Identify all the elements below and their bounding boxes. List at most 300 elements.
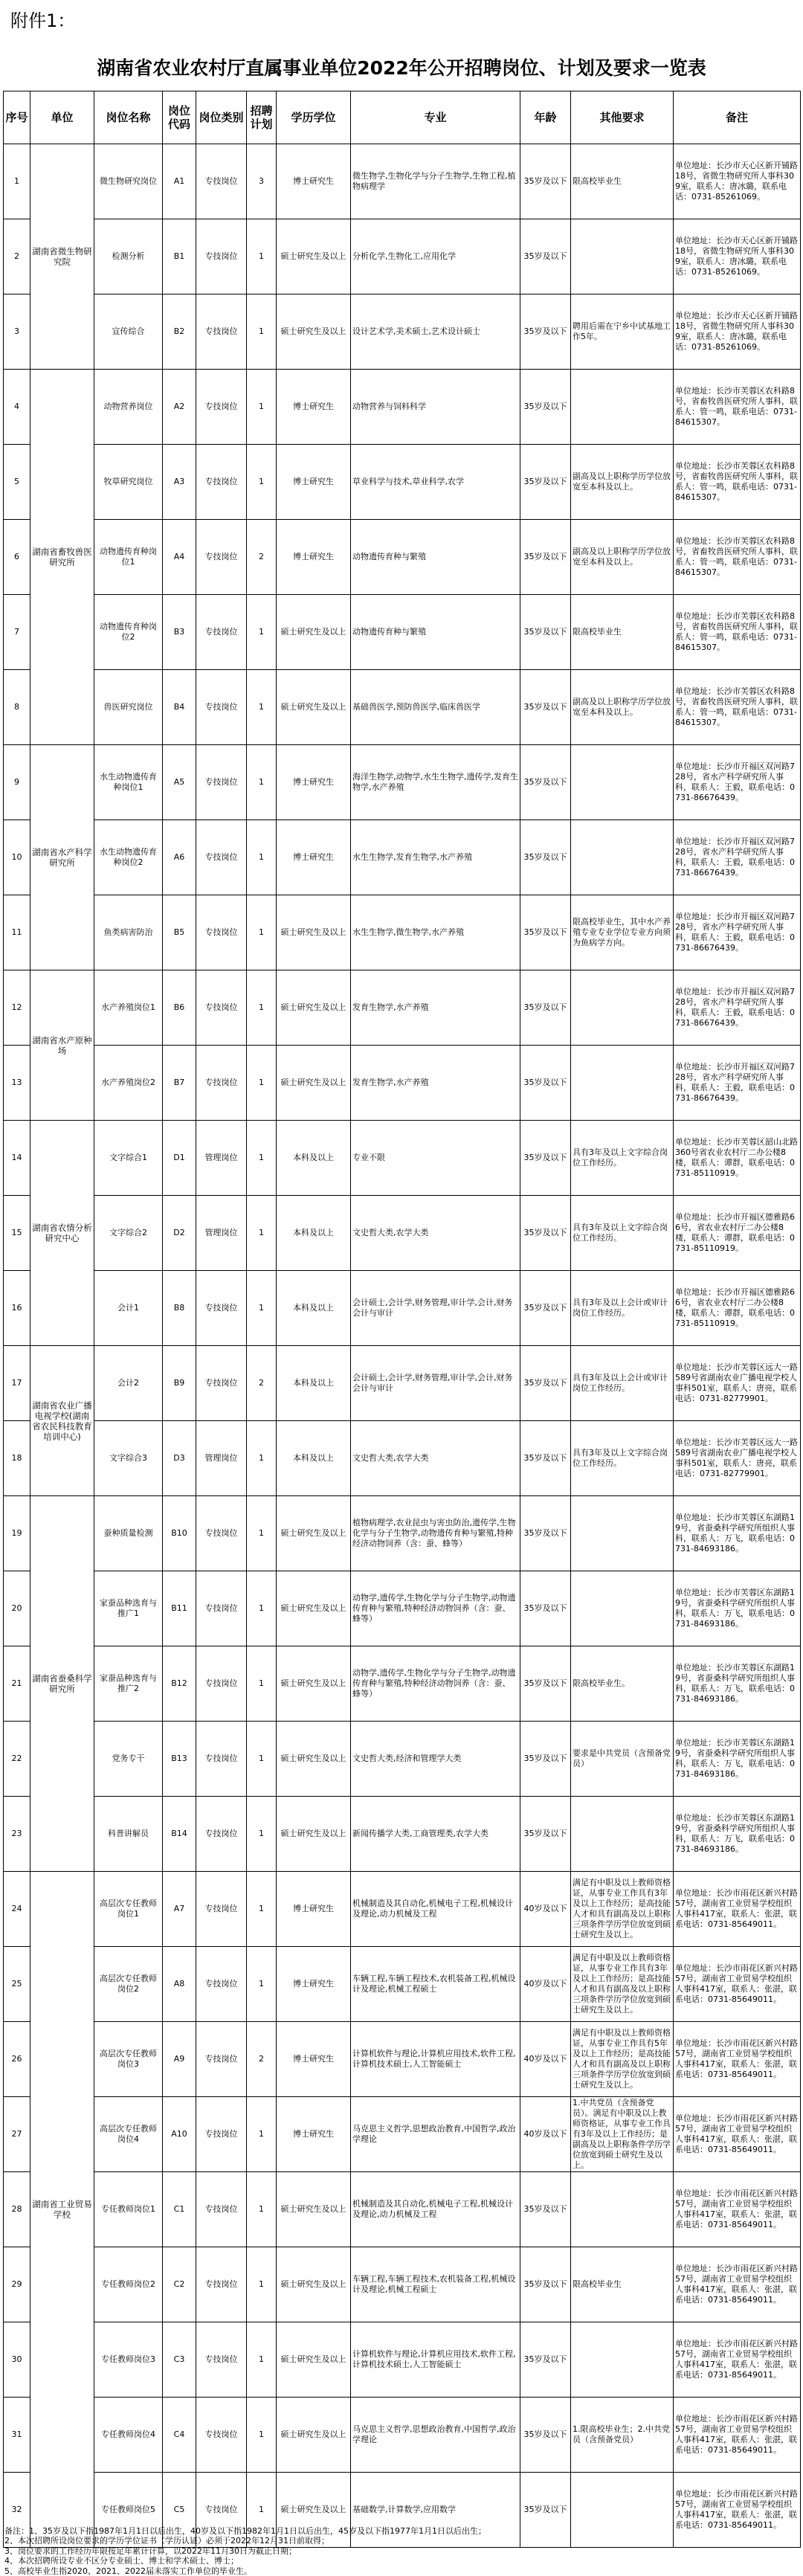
table-row bbox=[4, 294, 801, 370]
header-cell: 专业 bbox=[351, 91, 520, 144]
cell-index: 23 bbox=[4, 1797, 30, 1872]
cell-code: B9 bbox=[163, 1346, 196, 1421]
cell-major: 专业不限 bbox=[351, 1121, 520, 1196]
table-row bbox=[4, 2398, 801, 2473]
cell-plan: 1 bbox=[247, 1271, 277, 1346]
cell-plan: 1 bbox=[247, 445, 277, 520]
table-row bbox=[4, 820, 801, 895]
cell-code: B2 bbox=[163, 294, 196, 370]
cell-major: 动物学,遗传学,生物化学与分子生物学,动物遗传育种与繁殖,特种经济动物饲养（含：蚕、蜂等） bbox=[351, 1571, 520, 1646]
cell-plan: 1 bbox=[247, 2247, 277, 2322]
cell-other bbox=[571, 970, 674, 1046]
cell-major: 车辆工程,车辆工程技术,农机装备工程,机械设计及理论,机械工程硕士 bbox=[351, 1947, 520, 2022]
cell-other: 具有3年及以上文字综合岗位工作经历。 bbox=[571, 1421, 674, 1496]
cell-degree: 博士研究生 bbox=[277, 2022, 351, 2097]
cell-degree: 硕士研究生及以上 bbox=[277, 670, 351, 745]
cell-index: 9 bbox=[4, 745, 30, 820]
table-row bbox=[4, 1196, 801, 1271]
cell-plan: 1 bbox=[247, 745, 277, 820]
cell-category: 专技岗位 bbox=[196, 1496, 247, 1571]
cell-category: 专技岗位 bbox=[196, 2398, 247, 2473]
cell-degree: 博士研究生 bbox=[277, 370, 351, 445]
table-row bbox=[4, 1346, 801, 1421]
cell-age: 35岁及以下 bbox=[520, 1046, 571, 1121]
table-row bbox=[4, 445, 801, 520]
cell-index: 27 bbox=[4, 2097, 30, 2172]
cell-other: 副高及以上职称学历学位放宽至本科及以上。 bbox=[571, 670, 674, 745]
cell-age: 35岁及以下 bbox=[520, 1571, 571, 1646]
cell-category: 专技岗位 bbox=[196, 2247, 247, 2322]
cell-code: C1 bbox=[163, 2172, 196, 2247]
cell-category: 专技岗位 bbox=[196, 2322, 247, 2398]
cell-code: D1 bbox=[163, 1121, 196, 1196]
cell-degree: 硕士研究生及以上 bbox=[277, 1797, 351, 1872]
cell-category: 管理岗位 bbox=[196, 1121, 247, 1196]
cell-major: 水生生物学,发育生物学,水产养殖 bbox=[351, 820, 520, 895]
cell-code: B10 bbox=[163, 1496, 196, 1571]
cell-position: 水生动物遗传育种岗位2 bbox=[94, 820, 163, 895]
cell-position: 高层次专任教师岗位3 bbox=[94, 2022, 163, 2097]
cell-plan: 1 bbox=[247, 1571, 277, 1646]
table-row bbox=[4, 1046, 801, 1121]
cell-major: 植物病理学,农业昆虫与害虫防治,遗传学,生物化学与分子生物学,动物遗传育种与繁殖,特种经济动物饲养（含：蚕、蜂等） bbox=[351, 1496, 520, 1571]
cell-position: 会计1 bbox=[94, 1271, 163, 1346]
cell-degree: 博士研究生 bbox=[277, 1872, 351, 1947]
cell-position: 专任教师岗位4 bbox=[94, 2398, 163, 2473]
cell-degree: 硕士研究生及以上 bbox=[277, 1496, 351, 1571]
cell-index: 17 bbox=[4, 1346, 30, 1421]
cell-plan: 1 bbox=[247, 1797, 277, 1872]
footnote-line: 3、岗位要求的工作经历年限按足年累计计算，以2022年11月30日为截止日期； bbox=[4, 2546, 297, 2556]
cell-plan: 2 bbox=[247, 520, 277, 595]
header-cell: 其他要求 bbox=[571, 91, 674, 144]
cell-code: B13 bbox=[163, 1722, 196, 1797]
cell-index: 28 bbox=[4, 2172, 30, 2247]
cell-plan: 1 bbox=[247, 2322, 277, 2398]
cell-plan: 1 bbox=[247, 1196, 277, 1271]
cell-index: 26 bbox=[4, 2022, 30, 2097]
cell-other: 限高校毕业生，其中水产养殖专业专业学位专业方向须为鱼病学方向。 bbox=[571, 895, 674, 970]
cell-age: 35岁及以下 bbox=[520, 445, 571, 520]
cell-remark: 单位地址：长沙市芙蓉区农科路8号，省畜牧兽医研究所人事科，联系人：管一鸣，联系电话：0731-84615307。 bbox=[674, 670, 801, 745]
cell-plan: 1 bbox=[247, 1421, 277, 1496]
cell-unit: 湖南省农业广播电视学校(湖南省农民科技教育培训中心) bbox=[30, 1346, 94, 1496]
cell-position: 兽医研究岗位 bbox=[94, 670, 163, 745]
cell-code: A9 bbox=[163, 2022, 196, 2097]
table-row bbox=[4, 595, 801, 670]
table-row bbox=[4, 1797, 801, 1872]
cell-major: 动物遗传育种与繁殖 bbox=[351, 520, 520, 595]
cell-major: 设计艺术学,美术硕士,艺术设计硕士 bbox=[351, 294, 520, 370]
cell-position: 专任教师岗位2 bbox=[94, 2247, 163, 2322]
cell-age: 35岁及以下 bbox=[520, 2398, 571, 2473]
cell-index: 3 bbox=[4, 294, 30, 370]
cell-age: 35岁及以下 bbox=[520, 1646, 571, 1722]
cell-age: 35岁及以下 bbox=[520, 1797, 571, 1872]
cell-code: B6 bbox=[163, 970, 196, 1046]
cell-category: 专技岗位 bbox=[196, 1271, 247, 1346]
cell-code: C2 bbox=[163, 2247, 196, 2322]
cell-degree: 博士研究生 bbox=[277, 1947, 351, 2022]
cell-major: 海洋生物学,动物学,水生生物学,遗传学,发育生物学,水产养殖 bbox=[351, 745, 520, 820]
cell-code: B3 bbox=[163, 595, 196, 670]
table-row bbox=[4, 970, 801, 1046]
cell-category: 专技岗位 bbox=[196, 370, 247, 445]
table-row bbox=[4, 670, 801, 745]
cell-plan: 1 bbox=[247, 1722, 277, 1797]
cell-code: D3 bbox=[163, 1421, 196, 1496]
cell-major: 马克思主义哲学,思想政治教育,中国哲学,政治学理论 bbox=[351, 2097, 520, 2172]
cell-remark: 单位地址：长沙市开福区双河路728号，省水产科学研究所人事科，联系人：王毅，联系电话：0731-86676439。 bbox=[674, 970, 801, 1046]
cell-category: 专技岗位 bbox=[196, 144, 247, 219]
cell-position: 家蚕品种选育与推广1 bbox=[94, 1571, 163, 1646]
cell-position: 文字综合1 bbox=[94, 1121, 163, 1196]
cell-degree: 本科及以上 bbox=[277, 1346, 351, 1421]
cell-index: 25 bbox=[4, 1947, 30, 2022]
cell-age: 35岁及以下 bbox=[520, 1271, 571, 1346]
footnote-line: 4、本次招聘所设专业不区分专业硕士、博士和学术硕士、博士； bbox=[4, 2556, 239, 2566]
cell-position: 会计2 bbox=[94, 1346, 163, 1421]
cell-degree: 硕士研究生及以上 bbox=[277, 1722, 351, 1797]
cell-remark: 单位地址：长沙市天心区新开铺路18号，省微生物研究所人事科309室，联系人：唐冰璐，联系电话：0731-85261069。 bbox=[674, 294, 801, 370]
cell-remark: 单位地址：长沙市芙蓉区远大一路589号省湖南农业广播电视学校人事科501室，联系人：唐亮，联系电话：0731-82779901。 bbox=[674, 1421, 801, 1496]
cell-category: 专技岗位 bbox=[196, 1722, 247, 1797]
cell-category: 专技岗位 bbox=[196, 1046, 247, 1121]
table-row bbox=[4, 895, 801, 970]
cell-age: 40岁及以下 bbox=[520, 1872, 571, 1947]
cell-index: 4 bbox=[4, 370, 30, 445]
cell-index: 30 bbox=[4, 2322, 30, 2398]
table-row bbox=[4, 2097, 801, 2172]
cell-index: 10 bbox=[4, 820, 30, 895]
cell-index: 12 bbox=[4, 970, 30, 1046]
cell-position: 高层次专任教师岗位2 bbox=[94, 1947, 163, 2022]
cell-unit: 湖南省水产科学研究所 bbox=[30, 745, 94, 970]
cell-category: 专技岗位 bbox=[196, 520, 247, 595]
cell-other: 满足有中职及以上教师资格证，从事专业工作具有5年及以上工作经历；是高技能人才和具有副高及以上职称三项条件学历学位放宽到硕士研究生及以上。 bbox=[571, 2022, 674, 2097]
cell-degree: 硕士研究生及以上 bbox=[277, 1571, 351, 1646]
cell-major: 文史哲大类,经济和管理学大类 bbox=[351, 1722, 520, 1797]
cell-plan: 1 bbox=[247, 1872, 277, 1947]
cell-other: 限高校毕业生 bbox=[571, 2247, 674, 2322]
cell-degree: 硕士研究生及以上 bbox=[277, 219, 351, 294]
cell-major: 马克思主义哲学,思想政治教育,中国哲学,政治学理论 bbox=[351, 2398, 520, 2473]
cell-code: D2 bbox=[163, 1196, 196, 1271]
cell-age: 35岁及以下 bbox=[520, 1496, 571, 1571]
cell-remark: 单位地址：长沙市天心区新开铺路18号，省微生物研究所人事科309室，联系人：唐冰璐，联系电话：0731-85261069。 bbox=[674, 219, 801, 294]
cell-age: 35岁及以下 bbox=[520, 895, 571, 970]
cell-category: 专技岗位 bbox=[196, 1947, 247, 2022]
cell-other bbox=[571, 2322, 674, 2398]
table-row bbox=[4, 1571, 801, 1646]
header-cell: 序号 bbox=[4, 91, 30, 144]
cell-major: 会计硕士,会计学,财务管理,审计学,会计,财务会计与审计 bbox=[351, 1271, 520, 1346]
cell-index: 20 bbox=[4, 1571, 30, 1646]
cell-index: 1 bbox=[4, 144, 30, 219]
cell-remark: 单位地址：长沙市芙蓉区农科路8号，省畜牧兽医研究所人事科，联系人：管一鸣，联系电话：0731-84615307。 bbox=[674, 445, 801, 520]
cell-category: 专技岗位 bbox=[196, 2172, 247, 2247]
cell-age: 40岁及以下 bbox=[520, 1947, 571, 2022]
cell-degree: 博士研究生 bbox=[277, 144, 351, 219]
cell-position: 高层次专任教师岗位4 bbox=[94, 2097, 163, 2172]
cell-age: 35岁及以下 bbox=[520, 520, 571, 595]
cell-remark: 单位地址：长沙市雨花区新兴村路57号，湖南省工业贸易学校组织人事科417室，联系人：张湛，联系电话：0731-85649011。 bbox=[674, 2097, 801, 2172]
cell-major: 水生生物学,微生物学,水产养殖 bbox=[351, 895, 520, 970]
cell-index: 32 bbox=[4, 2473, 30, 2548]
table-row bbox=[4, 2172, 801, 2247]
cell-position: 文字综合2 bbox=[94, 1196, 163, 1271]
cell-code: B8 bbox=[163, 1271, 196, 1346]
cell-age: 40岁及以下 bbox=[520, 2097, 571, 2172]
cell-degree: 本科及以上 bbox=[277, 1271, 351, 1346]
cell-code: A5 bbox=[163, 745, 196, 820]
cell-plan: 1 bbox=[247, 2097, 277, 2172]
cell-major: 微生物学,生物化学与分子生物学,生物工程,植物病理学 bbox=[351, 144, 520, 219]
cell-index: 22 bbox=[4, 1722, 30, 1797]
cell-other: 1.限高校毕业生；2.中共党员（含预备党员） bbox=[571, 2398, 674, 2473]
cell-degree: 博士研究生 bbox=[277, 745, 351, 820]
cell-index: 2 bbox=[4, 219, 30, 294]
cell-position: 蚕种质量检测 bbox=[94, 1496, 163, 1571]
cell-other bbox=[571, 1496, 674, 1571]
cell-age: 35岁及以下 bbox=[520, 1421, 571, 1496]
cell-major: 会计硕士,会计学,财务管理,审计学,会计,财务会计与审计 bbox=[351, 1346, 520, 1421]
cell-unit: 湖南省工业贸易学校 bbox=[30, 1872, 94, 2548]
cell-index: 24 bbox=[4, 1872, 30, 1947]
table-row bbox=[4, 745, 801, 820]
cell-degree: 本科及以上 bbox=[277, 1421, 351, 1496]
cell-remark: 单位地址：长沙市雨花区新兴村路57号，湖南省工业贸易学校组织人事科417室，联系人：张湛，联系电话：0731-85649011。 bbox=[674, 1947, 801, 2022]
cell-other: 副高及以上职称学历学位放宽至本科及以上。 bbox=[571, 520, 674, 595]
cell-other: 聘用后需在宁乡中试基地工作5年。 bbox=[571, 294, 674, 370]
cell-major: 文史哲大类,农学大类 bbox=[351, 1196, 520, 1271]
cell-other bbox=[571, 370, 674, 445]
cell-age: 35岁及以下 bbox=[520, 1121, 571, 1196]
cell-index: 19 bbox=[4, 1496, 30, 1571]
cell-category: 专技岗位 bbox=[196, 445, 247, 520]
cell-code: C3 bbox=[163, 2322, 196, 2398]
cell-degree: 本科及以上 bbox=[277, 1121, 351, 1196]
cell-position: 科普讲解员 bbox=[94, 1797, 163, 1872]
cell-code: A10 bbox=[163, 2097, 196, 2172]
cell-remark: 单位地址：长沙市开福区双河路728号，省水产科学研究所人事科，联系人：王毅，联系电话：0731-86676439。 bbox=[674, 820, 801, 895]
cell-other: 具有3年及以上会计或审计岗位工作经历。 bbox=[571, 1271, 674, 1346]
cell-other bbox=[571, 1571, 674, 1646]
cell-remark: 单位地址：长沙市雨花区新兴村路57号，湖南省工业贸易学校组织人事科417室，联系人：张湛，联系电话：0731-85649011。 bbox=[674, 2172, 801, 2247]
cell-major: 文史哲大类,农学大类 bbox=[351, 1421, 520, 1496]
table-body bbox=[4, 144, 801, 2548]
table-row bbox=[4, 370, 801, 445]
cell-index: 16 bbox=[4, 1271, 30, 1346]
cell-age: 35岁及以下 bbox=[520, 219, 571, 294]
cell-age: 35岁及以下 bbox=[520, 2473, 571, 2548]
cell-degree: 本科及以上 bbox=[277, 1196, 351, 1271]
footnote-line: 2、本次招聘所设岗位要求的学历学位证书（学历认证）必须于2022年12月31日前取得； bbox=[4, 2536, 329, 2546]
cell-position: 水产养殖岗位2 bbox=[94, 1046, 163, 1121]
cell-code: A7 bbox=[163, 1872, 196, 1947]
header-cell: 岗位代码 bbox=[163, 91, 196, 144]
table-row bbox=[4, 1722, 801, 1797]
cell-category: 专技岗位 bbox=[196, 1646, 247, 1722]
cell-remark: 单位地址：长沙市雨花区新兴村路57号，湖南省工业贸易学校组织人事科417室，联系人：张湛，联系电话：0731-85649011。 bbox=[674, 2398, 801, 2473]
cell-degree: 硕士研究生及以上 bbox=[277, 2473, 351, 2548]
table-row bbox=[4, 2322, 801, 2398]
table-row bbox=[4, 1646, 801, 1722]
cell-other: 满足有中职及以上教师资格证，从事专业工作具有3年及以上工作经历；是高技能人才和具有副高及以上职称三项条件学历学位放宽到硕士研究生及以上。 bbox=[571, 1872, 674, 1947]
cell-other bbox=[571, 820, 674, 895]
cell-major: 机械制造及其自动化,机械电子工程,机械设计及理论,动力机械及工程 bbox=[351, 2172, 520, 2247]
cell-code: C4 bbox=[163, 2398, 196, 2473]
cell-index: 14 bbox=[4, 1121, 30, 1196]
cell-position: 高层次专任教师岗位1 bbox=[94, 1872, 163, 1947]
cell-age: 35岁及以下 bbox=[520, 2172, 571, 2247]
cell-position: 水生动物遗传育种岗位1 bbox=[94, 745, 163, 820]
table-row bbox=[4, 1947, 801, 2022]
cell-other: 副高及以上职称学历学位放宽至本科及以上。 bbox=[571, 445, 674, 520]
cell-position: 动物遗传育种岗位2 bbox=[94, 595, 163, 670]
cell-other: 要求是中共党员（含预备党员） bbox=[571, 1722, 674, 1797]
cell-other: 具有3年及以上会计或审计岗位工作经历。 bbox=[571, 1346, 674, 1421]
cell-position: 微生物研究岗位 bbox=[94, 144, 163, 219]
cell-plan: 1 bbox=[247, 670, 277, 745]
cell-age: 35岁及以下 bbox=[520, 144, 571, 219]
cell-code: B5 bbox=[163, 895, 196, 970]
cell-plan: 1 bbox=[247, 2398, 277, 2473]
cell-remark: 单位地址：长沙市芙蓉区东湖路19号，省蚕桑科学研究所组织人事科，联系人：万飞，联系电话：0731-84693186。 bbox=[674, 1797, 801, 1872]
cell-category: 专技岗位 bbox=[196, 294, 247, 370]
cell-degree: 硕士研究生及以上 bbox=[277, 1646, 351, 1722]
cell-remark: 单位地址：长沙市雨花区新兴村路57号，湖南省工业贸易学校组织人事科417室，联系人：张湛，联系电话：0731-85649011。 bbox=[674, 2322, 801, 2398]
cell-position: 专任教师岗位1 bbox=[94, 2172, 163, 2247]
cell-category: 专技岗位 bbox=[196, 2473, 247, 2548]
cell-major: 分析化学,生物化工,应用化学 bbox=[351, 219, 520, 294]
cell-degree: 博士研究生 bbox=[277, 520, 351, 595]
cell-plan: 1 bbox=[247, 1646, 277, 1722]
cell-position: 专任教师岗位5 bbox=[94, 2473, 163, 2548]
table-row bbox=[4, 520, 801, 595]
cell-major: 机械制造及其自动化,机械电子工程,机械设计及理论,动力机械及工程 bbox=[351, 1872, 520, 1947]
cell-other: 限高校毕业生 bbox=[571, 144, 674, 219]
cell-index: 13 bbox=[4, 1046, 30, 1121]
cell-code: B7 bbox=[163, 1046, 196, 1121]
cell-position: 专任教师岗位3 bbox=[94, 2322, 163, 2398]
cell-category: 专技岗位 bbox=[196, 2097, 247, 2172]
cell-other: 限高校毕业生 bbox=[571, 595, 674, 670]
cell-plan: 1 bbox=[247, 1496, 277, 1571]
cell-remark: 单位地址：长沙市开福区德雅路66号，省农业农村厅二办公楼8楼，联系人：谭群，联系电话：0731-85110919。 bbox=[674, 1271, 801, 1346]
cell-position: 动物营养岗位 bbox=[94, 370, 163, 445]
table-row bbox=[4, 219, 801, 294]
cell-remark: 单位地址：长沙市天心区新开铺路18号，省微生物研究所人事科309室，联系人：唐冰璐，联系电话：0731-85261069。 bbox=[674, 144, 801, 219]
cell-age: 35岁及以下 bbox=[520, 1346, 571, 1421]
header-row bbox=[4, 91, 801, 144]
cell-plan: 3 bbox=[247, 144, 277, 219]
cell-major: 新闻传播学大类,工商管理类,农学大类 bbox=[351, 1797, 520, 1872]
cell-index: 5 bbox=[4, 445, 30, 520]
cell-category: 专技岗位 bbox=[196, 895, 247, 970]
header-cell: 招聘计划 bbox=[247, 91, 277, 144]
cell-plan: 1 bbox=[247, 820, 277, 895]
table-row bbox=[4, 2247, 801, 2322]
cell-remark: 单位地址：长沙市开福区德雅路66号，省农业农村厅二办公楼8楼，联系人：谭群，联系电话：0731-85110919。 bbox=[674, 1196, 801, 1271]
cell-remark: 单位地址：长沙市雨花区新兴村路57号，湖南省工业贸易学校组织人事科417室，联系人：张湛，联系电话：0731-85649011。 bbox=[674, 2473, 801, 2548]
footnote-line: 备注：1、35岁及以下指1987年1月1日以后出生，40岁及以下指1982年1月1日以后出生，45岁及以下指1977年1月1日以后出生； bbox=[4, 2526, 486, 2536]
cell-position: 宣传综合 bbox=[94, 294, 163, 370]
cell-remark: 单位地址：长沙市雨花区新兴村路57号，湖南省工业贸易学校组织人事科417室，联系人：张湛，联系电话：0731-85649011。 bbox=[674, 2022, 801, 2097]
cell-category: 管理岗位 bbox=[196, 1196, 247, 1271]
cell-code: B11 bbox=[163, 1571, 196, 1646]
cell-other: 限高校毕业生。 bbox=[571, 1646, 674, 1722]
cell-age: 35岁及以下 bbox=[520, 1722, 571, 1797]
cell-age: 40岁及以下 bbox=[520, 2022, 571, 2097]
cell-plan: 1 bbox=[247, 1046, 277, 1121]
cell-plan: 1 bbox=[247, 294, 277, 370]
cell-code: A2 bbox=[163, 370, 196, 445]
cell-index: 11 bbox=[4, 895, 30, 970]
cell-remark: 单位地址：长沙市芙蓉区远大一路589号省湖南农业广播电视学校人事科501室，联系人：唐亮，联系电话：0731-82779901。 bbox=[674, 1346, 801, 1421]
cell-remark: 单位地址：长沙市芙蓉区韶山北路360号省农业农村厅二办公楼8楼，联系人：谭群，联系电话：0731-85110919。 bbox=[674, 1121, 801, 1196]
cell-index: 8 bbox=[4, 670, 30, 745]
cell-other bbox=[571, 1046, 674, 1121]
cell-age: 35岁及以下 bbox=[520, 1196, 571, 1271]
cell-degree: 博士研究生 bbox=[277, 2097, 351, 2172]
cell-category: 专技岗位 bbox=[196, 970, 247, 1046]
cell-category: 专技岗位 bbox=[196, 745, 247, 820]
cell-remark: 单位地址：长沙市芙蓉区农科路8号，省畜牧兽医研究所人事科，联系人：管一鸣，联系电话：0731-84615307。 bbox=[674, 595, 801, 670]
cell-unit: 湖南省畜牧兽医研究所 bbox=[30, 370, 94, 745]
cell-degree: 硕士研究生及以上 bbox=[277, 595, 351, 670]
header-cell: 单位 bbox=[30, 91, 94, 144]
cell-category: 专技岗位 bbox=[196, 2022, 247, 2097]
cell-remark: 单位地址：长沙市开福区双河路728号，省水产科学研究所人事科，联系人：王毅，联系电话：0731-86676439。 bbox=[674, 745, 801, 820]
cell-remark: 单位地址：长沙市芙蓉区东湖路19号，省蚕桑科学研究所组织人事科，联系人：万飞，联系电话：0731-84693186。 bbox=[674, 1646, 801, 1722]
cell-degree: 硕士研究生及以上 bbox=[277, 2322, 351, 2398]
cell-age: 35岁及以下 bbox=[520, 595, 571, 670]
cell-category: 专技岗位 bbox=[196, 820, 247, 895]
cell-remark: 单位地址：长沙市芙蓉区农科路8号，省畜牧兽医研究所人事科，联系人：管一鸣，联系电话：0731-84615307。 bbox=[674, 370, 801, 445]
cell-position: 牧草研究岗位 bbox=[94, 445, 163, 520]
cell-other: 1.中共党员（含预备党员）。满足有中职及以上教师资格证，从事专业工作具有3年及以上工作经历；是副高及以上职称条件学历学位放宽到硕士研究生及以上。 bbox=[571, 2097, 674, 2172]
header-cell: 备注 bbox=[674, 91, 801, 144]
cell-plan: 1 bbox=[247, 895, 277, 970]
cell-code: A6 bbox=[163, 820, 196, 895]
cell-position: 家蚕品种选育与推广2 bbox=[94, 1646, 163, 1722]
cell-age: 35岁及以下 bbox=[520, 2322, 571, 2398]
cell-plan: 1 bbox=[247, 970, 277, 1046]
table-row bbox=[4, 1271, 801, 1346]
table-row bbox=[4, 144, 801, 219]
cell-age: 35岁及以下 bbox=[520, 370, 571, 445]
cell-degree: 博士研究生 bbox=[277, 820, 351, 895]
page-title: 湖南省农业农村厅直属事业单位2022年公开招聘岗位、计划及要求一览表 bbox=[97, 57, 706, 79]
cell-plan: 1 bbox=[247, 219, 277, 294]
cell-plan: 1 bbox=[247, 595, 277, 670]
cell-degree: 硕士研究生及以上 bbox=[277, 895, 351, 970]
cell-code: A4 bbox=[163, 520, 196, 595]
header-cell: 岗位名称 bbox=[94, 91, 163, 144]
cell-plan: 2 bbox=[247, 2022, 277, 2097]
cell-other: 满足有中职及以上教师资格证，从事专业工作具有3年及以上工作经历；是高技能人才和具有副高及以上职称三项条件学历学位放宽到硕士研究生及以上。 bbox=[571, 1947, 674, 2022]
cell-major: 草业科学与技术,草业科学,农学 bbox=[351, 445, 520, 520]
cell-other bbox=[571, 2172, 674, 2247]
cell-index: 6 bbox=[4, 520, 30, 595]
cell-code: A3 bbox=[163, 445, 196, 520]
table-row bbox=[4, 1121, 801, 1196]
cell-remark: 单位地址：长沙市开福区双河路728号，省水产科学研究所人事科，联系人：王毅，联系电话：0731-86676439。 bbox=[674, 1046, 801, 1121]
cell-plan: 2 bbox=[247, 1346, 277, 1421]
cell-other bbox=[571, 745, 674, 820]
table-row bbox=[4, 1421, 801, 1496]
